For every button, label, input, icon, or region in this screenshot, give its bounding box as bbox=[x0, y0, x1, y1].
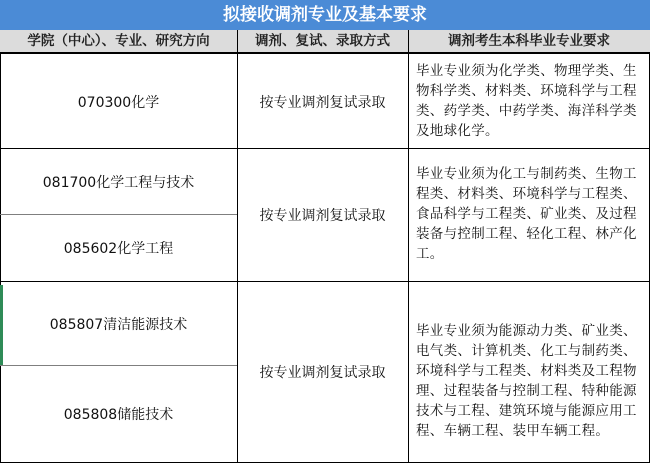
header-requirement: 调剂考生本科毕业专业要求 bbox=[448, 33, 610, 49]
major-cell: 070300化学 bbox=[77, 95, 160, 111]
column-divider bbox=[408, 30, 409, 463]
major-cell: 081700化学工程与技术 bbox=[42, 174, 195, 191]
major-cell: 085807清洁能源技术 bbox=[49, 316, 188, 333]
header-method: 调剂、复试、录取方式 bbox=[255, 33, 390, 49]
requirement-cell: 毕业专业须为化学类、物理学类、生物科学类、材料类、环境科学与工程类、药学类、中药学类、海洋科学类及地球化学。 bbox=[416, 63, 637, 139]
major-cell: 085808储能技术 bbox=[63, 407, 174, 423]
requirement-cell: 毕业专业须为化工与制药类、生物工程类、材料类、环境科学与工程类、食品科学与工程类、矿业类、及过程装备与控制工程、轻化工程、林产化工。 bbox=[416, 166, 637, 262]
table-title: 拟接收调剂专业及基本要求 bbox=[0, 0, 650, 30]
major-cell: 085602化学工程 bbox=[63, 241, 174, 257]
method-cell: 按专业调剂复试录取 bbox=[259, 95, 386, 111]
table-header-row bbox=[0, 30, 650, 54]
header-college-major: 学院（中心）、专业、研究方向 bbox=[27, 33, 210, 49]
method-cell: 按专业调剂复试录取 bbox=[259, 365, 386, 381]
method-cell: 按专业调剂复试录取 bbox=[259, 208, 386, 224]
requirement-cell: 毕业专业须为能源动力类、矿业类、电气类、计算机类、化工与制药类、环境科学与工程类、材料类及工程物理、过程装备与控制工程、特种能源技术与工程、建筑环境与能源应用工程、车辆工程、装甲车辆工程。 bbox=[416, 323, 637, 439]
